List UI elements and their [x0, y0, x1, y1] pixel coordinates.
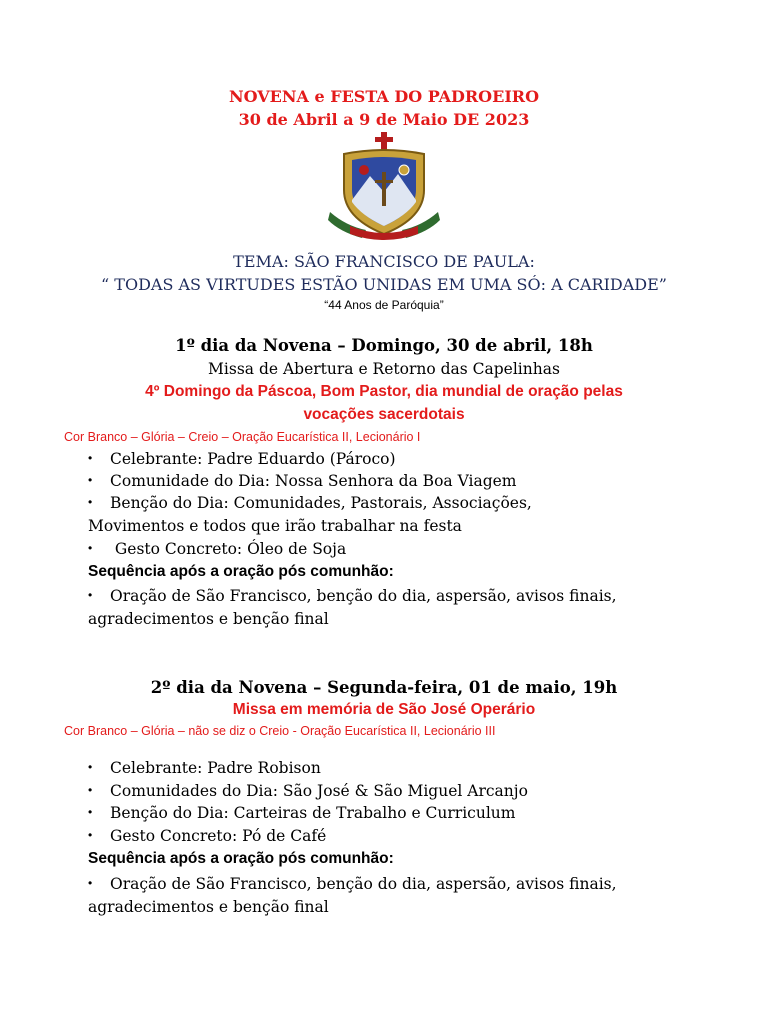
bullet-icon: •	[88, 495, 93, 509]
list-item	[88, 450, 396, 468]
day2-celebrant: Celebrante: Padre Robison	[110, 759, 321, 777]
day1-sequence-line2: agradecimentos e benção final	[88, 610, 329, 628]
day1-liturgy: Cor Branco – Glória – Creio – Oração Eucarística II, Lecionário I	[64, 430, 421, 444]
list-item	[88, 759, 321, 777]
day2-sequence-label: Sequência após a oração pós comunhão:	[88, 850, 394, 867]
bullet-icon: •	[88, 588, 93, 602]
day2-blessing: Benção do Dia: Carteiras de Trabalho e Curriculum	[110, 804, 516, 822]
day2-communities: Comunidades do Dia: São José & São Miguel Arcanjo	[110, 782, 528, 800]
bullet-icon: •	[88, 451, 93, 465]
list-item-continuation	[88, 610, 329, 628]
day1-celebrant: Celebrante: Padre Eduardo (Pároco)	[110, 450, 396, 468]
bullet-icon: •	[88, 760, 93, 774]
list-item	[88, 827, 326, 845]
bullet-icon: •	[88, 473, 93, 487]
bullet-icon: •	[88, 828, 93, 842]
day1-sequence-label: Sequência após a oração pós comunhão:	[88, 563, 394, 580]
list-item	[88, 587, 617, 605]
parish-coat-of-arms	[326, 130, 442, 240]
day2-liturgy: Cor Branco – Glória – não se diz o Creio - Oração Eucarística II, Lecionário III	[64, 724, 496, 738]
list-item	[88, 472, 516, 490]
day1-sequence-line1: Oração de São Francisco, benção do dia, aspersão, avisos finais,	[110, 587, 617, 605]
list-item	[88, 494, 532, 512]
day1-blessing-cont: Movimentos e todos que irão trabalhar na festa	[88, 517, 462, 535]
day1-gesture: Gesto Concreto: Óleo de Soja	[110, 540, 347, 558]
day1-community: Comunidade do Dia: Nossa Senhora da Boa Viagem	[110, 472, 517, 490]
list-item	[88, 782, 528, 800]
list-item	[88, 875, 617, 893]
list-item-continuation	[88, 517, 462, 535]
day2-gesture: Gesto Concreto: Pó de Café	[110, 827, 327, 845]
festival-dates: 30 de Abril a 9 de Maio DE 2023	[238, 110, 530, 129]
day1-red-title-line2: vocações sacerdotais	[303, 406, 465, 423]
day1-subtitle: Missa de Abertura e Retorno das Capelinhas	[208, 360, 560, 378]
bullet-icon: •	[88, 876, 93, 890]
page-title: NOVENA e FESTA DO PADROEIRO	[228, 87, 540, 106]
day2-red-title: Missa em memória de São José Operário	[232, 701, 536, 718]
bullet-icon: •	[88, 805, 93, 819]
day1-red-title-line1: 4º Domingo da Páscoa, Bom Pastor, dia mundial de oração pelas	[145, 383, 623, 400]
day2-sequence-line2: agradecimentos e benção final	[88, 898, 329, 916]
bullet-icon: •	[88, 541, 93, 555]
list-item-continuation	[88, 898, 329, 916]
theme-quote: “ TODAS AS VIRTUDES ESTÃO UNIDAS EM UMA SÓ: A CARIDADE”	[101, 275, 667, 294]
list-item	[88, 540, 346, 558]
theme-label: TEMA: SÃO FRANCISCO DE PAULA:	[233, 252, 535, 271]
bullet-icon: •	[88, 783, 93, 797]
day2-heading: 2º dia da Novena – Segunda-feira, 01 de maio, 19h	[150, 678, 618, 697]
day2-sequence-line1: Oração de São Francisco, benção do dia, aspersão, avisos finais,	[110, 875, 617, 893]
day1-heading: 1º dia da Novena – Domingo, 30 de abril, 18h	[175, 336, 593, 355]
coat-of-arms-icon	[326, 130, 442, 240]
anniversary-note: “44 Anos de Paróquia”	[324, 298, 444, 312]
day1-blessing: Benção do Dia: Comunidades, Pastorais, Associações,	[110, 494, 532, 512]
list-item	[88, 804, 515, 822]
